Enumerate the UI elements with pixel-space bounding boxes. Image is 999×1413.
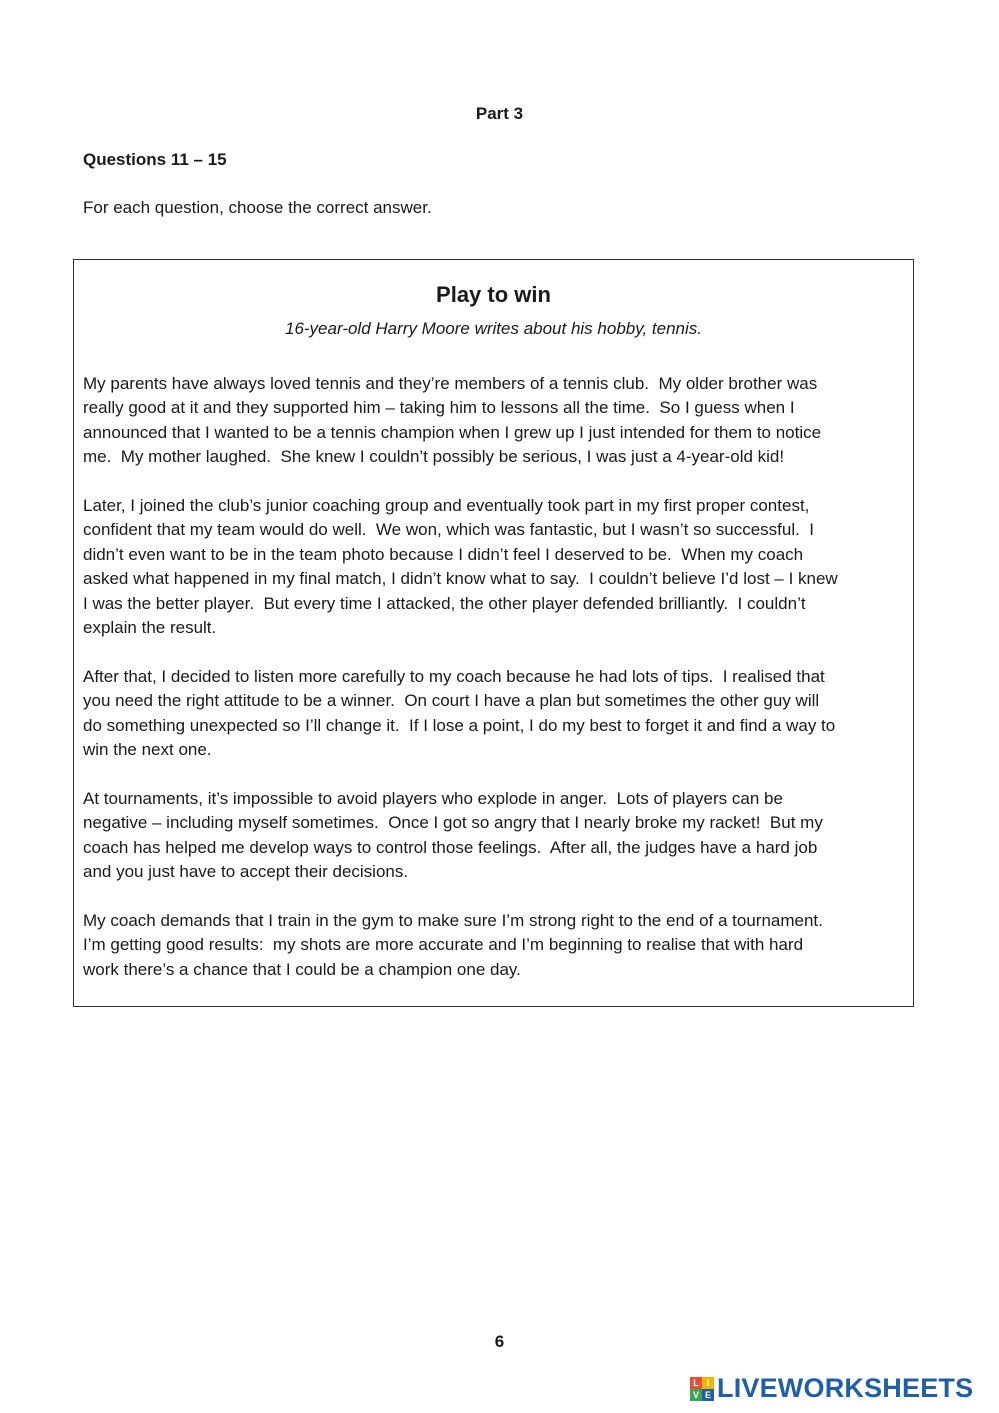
page-number: 6: [494, 1332, 505, 1351]
article-paragraph: After that, I decided to listen more carefully to my coach because he had lots of tips. I realised that you need the right attitude to be a winner. On court I have a plan but sometimes the other guy will do something unexpected so I’ll change it. If I lose a point, I do my best to forget it and find a way to win the next one.: [83, 666, 836, 760]
article-body: [83, 372, 905, 1006]
liveworksheets-logo-icon: [690, 1377, 714, 1401]
liveworksheets-brand[interactable]: [690, 1373, 973, 1404]
logo-letter: E: [702, 1389, 714, 1401]
brand-name: LIVEWORKSHEETS: [717, 1373, 974, 1403]
questions-heading: Questions 11 – 15: [83, 150, 227, 169]
logo-letter: I: [702, 1377, 714, 1389]
article-subtitle: 16-year-old Harry Moore writes about his hobby, tennis.: [284, 319, 702, 338]
article-paragraph: My parents have always loved tennis and they’re members of a tennis club. My older brother was really good at it and they supported him – taking him to lessons all the time. So I guess when I announced that I wanted to be a tennis champion when I grew up I just intended for them to notice me. My mother laughed. She knew I couldn’t possibly be serious, I was just a 4-year-old kid!: [83, 374, 822, 467]
part-heading: Part 3: [475, 104, 524, 123]
logo-letter: V: [690, 1389, 702, 1401]
article-title: Play to win: [436, 282, 551, 307]
article-box: [73, 259, 914, 1007]
article-paragraph: At tournaments, it’s impossible to avoid players who explode in anger. Lots of players can be negative – including myself sometimes. Once I got so angry that I nearly broke my racket! But my coach has helped me develop ways to control those feelings. After all, the judges have a hard job and you just have to accept their decisions.: [83, 788, 823, 882]
article-paragraph: My coach demands that I train in the gym to make sure I’m strong right to the end of a tournament. I’m getting good results: my shots are more accurate and I’m beginning to realise that with hard work there’s a chance that I could be a champion one day.: [83, 910, 823, 979]
instruction-text: For each question, choose the correct answer.: [83, 198, 432, 217]
article-paragraph: Later, I joined the club’s junior coaching group and eventually took part in my first proper contest, confident that my team would do well. We won, which was fantastic, but I wasn’t so successful. I didn’t even want to be in the team photo because I didn’t feel I deserved to be. When my coach asked what happened in my final match, I didn’t know what to say. I couldn’t believe I’d lost – I knew I was the better player. But every time I attacked, the other player defended brilliantly. I couldn’t explain the result.: [83, 496, 838, 638]
logo-letter: L: [690, 1377, 702, 1389]
